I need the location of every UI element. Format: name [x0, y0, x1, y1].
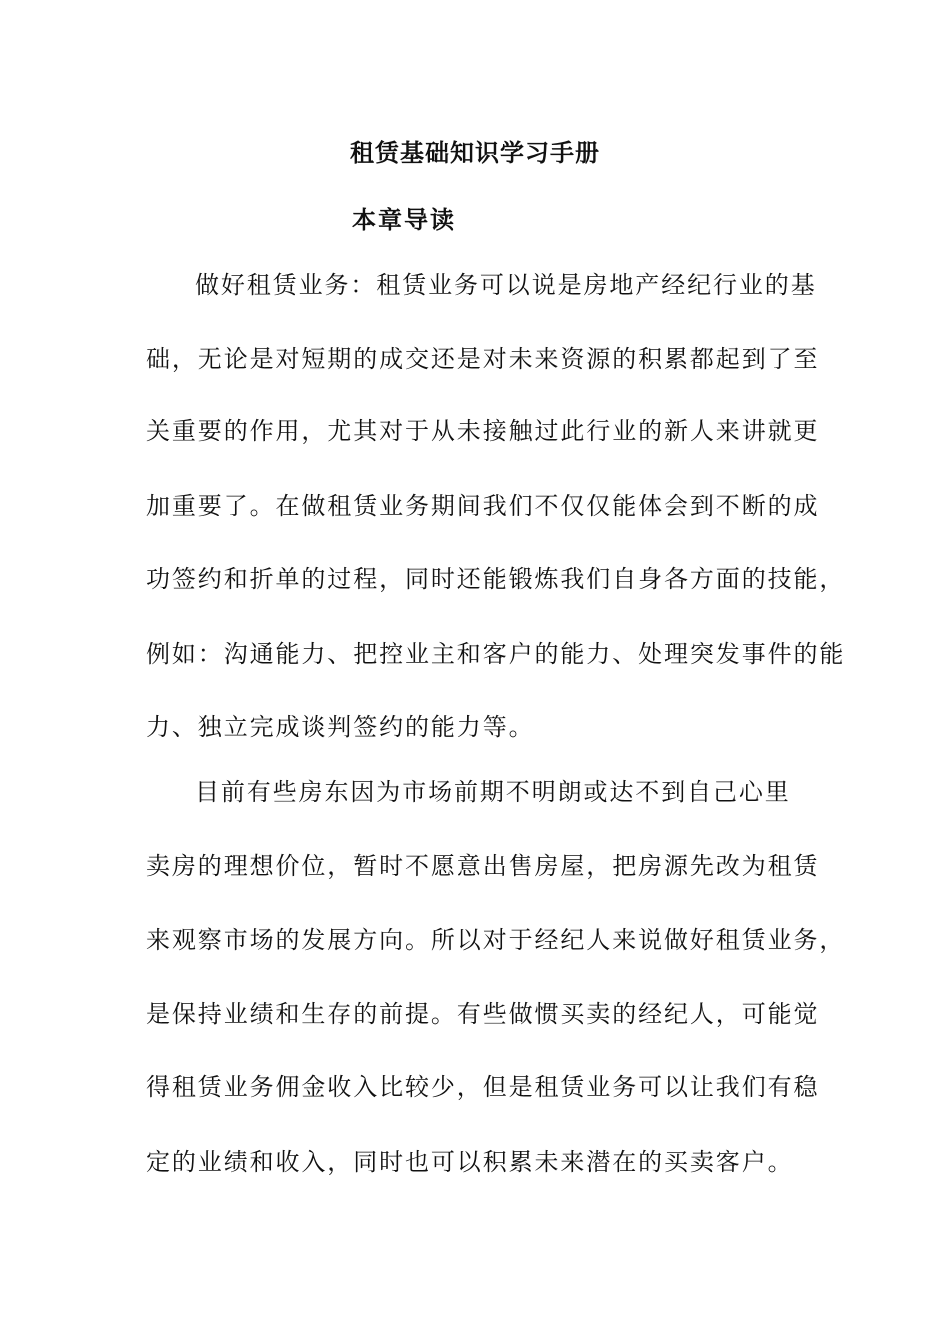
paragraph-line: 础，无论是对短期的成交还是对未来资源的积累都起到了至 [146, 345, 820, 373]
paragraph-line: 做好租赁业务：租赁业务可以说是房地产经纪行业的基 [195, 271, 817, 299]
paragraph-line: 关重要的作用，尤其对于从未接触过此行业的新人来讲就更 [146, 417, 820, 445]
document-title: 租赁基础知识学习手册 [350, 138, 600, 167]
paragraph-line: 是保持业绩和生存的前提。有些做惯买卖的经纪人，可能觉 [146, 1000, 820, 1028]
paragraph-line: 功签约和折单的过程，同时还能锻炼我们自身各方面的技能， [146, 565, 846, 593]
paragraph-line: 目前有些房东因为市场前期不明朗或达不到自己心里 [195, 778, 791, 806]
paragraph-line: 得租赁业务佣金收入比较少，但是租赁业务可以让我们有稳 [146, 1073, 820, 1101]
paragraph-line: 卖房的理想价位，暂时不愿意出售房屋，把房源先改为租赁 [146, 852, 820, 880]
paragraph-line: 力、独立完成谈判签约的能力等。 [146, 713, 535, 741]
paragraph-line: 加重要了。在做租赁业务期间我们不仅仅能体会到不断的成 [146, 492, 820, 520]
paragraph-line: 例如：沟通能力、把控业主和客户的能力、处理突发事件的能 [146, 640, 846, 668]
paragraph-line: 来观察市场的发展方向。所以对于经纪人来说做好租赁业务， [146, 926, 846, 954]
paragraph-line: 定的业绩和收入，同时也可以积累未来潜在的买卖客户。 [146, 1148, 794, 1176]
section-title: 本章导读 [352, 205, 456, 234]
